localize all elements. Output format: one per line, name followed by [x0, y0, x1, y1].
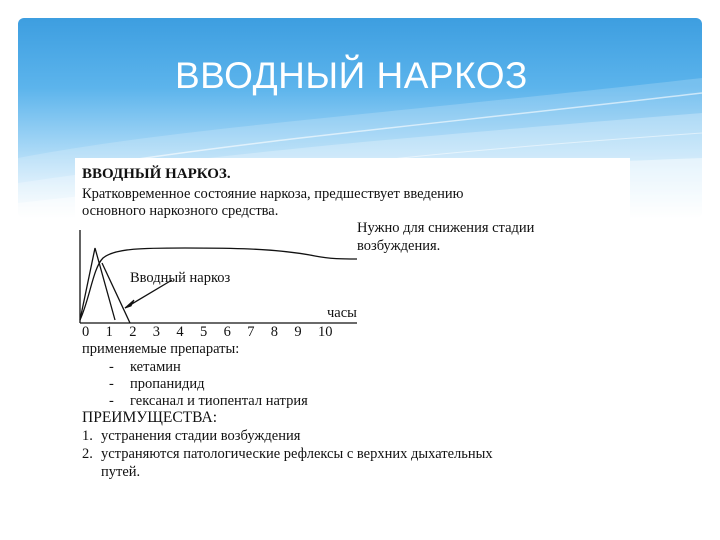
graph-x-tick-label: 7	[247, 324, 255, 340]
graph-x-unit: часы	[327, 305, 357, 321]
drug-item: гексанал и тиопентал натрия	[130, 393, 308, 409]
induction-anesthesia-curve	[80, 248, 115, 320]
graph-x-tick-label: 3	[152, 324, 161, 340]
induction-descent-line	[102, 263, 130, 323]
graph-x-tick-label: 4	[176, 324, 184, 340]
graph-x-tick-label: 6	[223, 324, 231, 340]
doc-heading: ВВОДНЫЙ НАРКОЗ.	[82, 166, 231, 182]
graph-x-tick-label: 8	[270, 324, 279, 340]
drug-item: пропанидид	[130, 376, 205, 392]
advantages-heading: ПРЕИМУЩЕСТВА:	[82, 409, 218, 426]
advantage-number: 1.	[82, 428, 93, 444]
doc-note-line2: возбуждения.	[357, 238, 441, 254]
graph-x-tick-label: 9	[294, 324, 302, 340]
graph-x-tick-label: 2	[129, 324, 137, 340]
doc-definition-line2: основного наркозного средства.	[82, 203, 279, 219]
slide-title: ВВОДНЫЙ НАРКОЗ	[175, 55, 528, 96]
graph-x-tick-label: 10	[318, 324, 333, 340]
scanned-document-image	[75, 158, 630, 488]
drug-dash: -	[109, 376, 114, 392]
drugs-heading: применяемые препараты:	[82, 341, 240, 357]
advantage-item-continued: путей.	[101, 464, 141, 480]
doc-definition-line1: Кратковременное состояние наркоза, предшествует введению	[82, 186, 464, 202]
advantage-item: устранения стадии возбуждения	[101, 428, 301, 444]
drug-dash: -	[109, 393, 114, 409]
graph-curve-label: Вводный наркоз	[130, 270, 231, 286]
doc-note-line1: Нужно для снижения стадии	[357, 220, 535, 236]
graph-x-tick-label: 1	[105, 324, 113, 340]
drug-item: кетамин	[130, 359, 181, 375]
advantage-number: 2.	[82, 446, 93, 462]
graph-x-tick-label: 0	[82, 324, 90, 340]
graph-x-tick-label: 5	[200, 324, 208, 340]
advantage-item: устраняются патологические рефлексы с верхних дыхательных	[101, 446, 493, 462]
drug-dash: -	[109, 359, 114, 375]
